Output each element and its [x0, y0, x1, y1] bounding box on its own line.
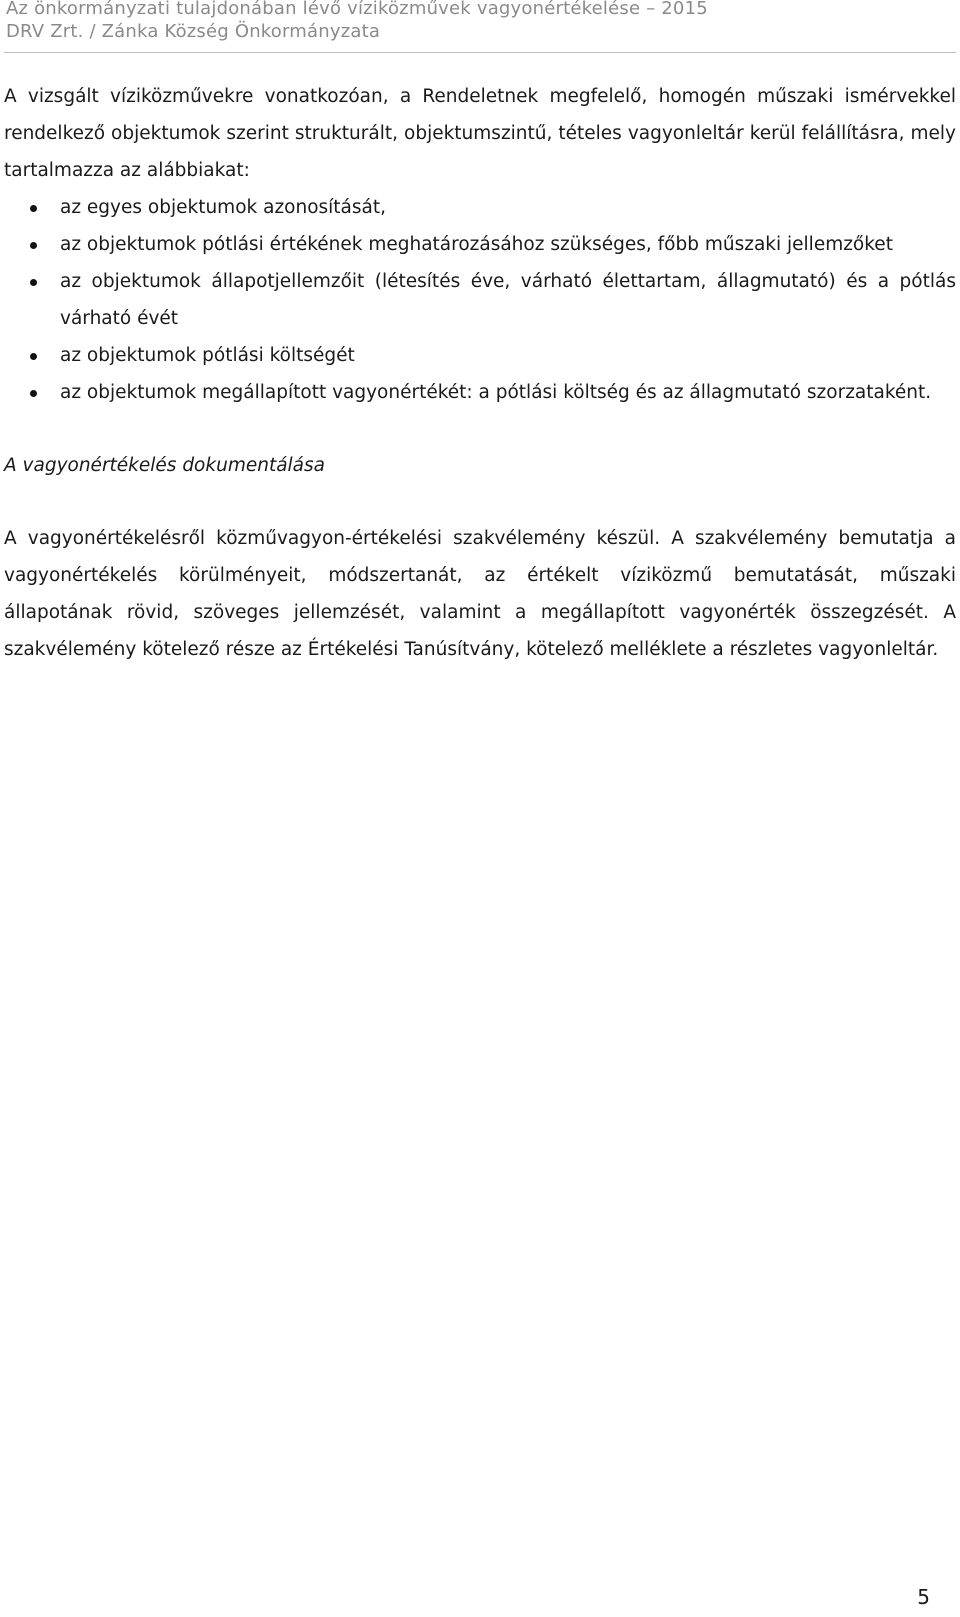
- list-item: [4, 337, 956, 374]
- intro-paragraph: A vizsgált víziközművekre vonatkozóan, a Rendeletnek megfelelő, homogén műszaki ismérvekkel rendelkező objektumok szerint strukturált, objektumszintű, tételes vagyonleltár kerül felállításra, mely tartalmazza az alábbiakat:: [4, 86, 956, 181]
- bullet-icon: [30, 353, 37, 360]
- list-item: [4, 189, 956, 226]
- header-subtitle: DRV Zrt. / Zánka Község Önkormányzata: [6, 21, 381, 42]
- list-item-text: az objektumok pótlási költségét: [60, 345, 355, 366]
- bullet-icon: [30, 242, 37, 249]
- bullet-icon: [30, 205, 37, 212]
- list-item-text: az objektumok pótlási értékének meghatározásához szükséges, főbb műszaki jellemzőket: [60, 234, 893, 255]
- list-item: [4, 263, 956, 337]
- section-paragraph: A vagyonértékelésről közművagyon-értékelési szakvélemény készül. A szakvélemény bemutatja a vagyonértékelés körülményeit, módszertanát, az értékelt víziközmű bemutatását, műszaki állapotának rövid, szöveges jellemzését, valamint a megállapított vagyonérték összegzését. A szakvélemény kötelező része az Értékelési Tanúsítvány, kötelező melléklete a részletes vagyonleltár.: [4, 528, 956, 660]
- header-title: Az önkormányzati tulajdonában lévő víziközművek vagyonértékelése – 2015: [6, 0, 708, 19]
- list-item-text: az objektumok megállapított vagyonértékét: a pótlási költség és az állagmutató szorzataként.: [60, 382, 932, 403]
- list-item-text: az egyes objektumok azonosítását,: [60, 197, 386, 218]
- document-body: [4, 78, 956, 668]
- list-item: [4, 374, 956, 411]
- list-item: [4, 226, 956, 263]
- bullet-icon: [30, 390, 37, 397]
- page-header: [4, 0, 956, 53]
- section-heading: A vagyonértékelés dokumentálása: [4, 455, 325, 476]
- bullet-list: [4, 189, 956, 411]
- bullet-icon: [30, 279, 37, 286]
- list-item-text: az objektumok állapotjellemzőit (létesítés éve, várható élettartam, állagmutató) és a pótlás várható évét: [60, 271, 956, 329]
- page-number: 5: [917, 1585, 930, 1609]
